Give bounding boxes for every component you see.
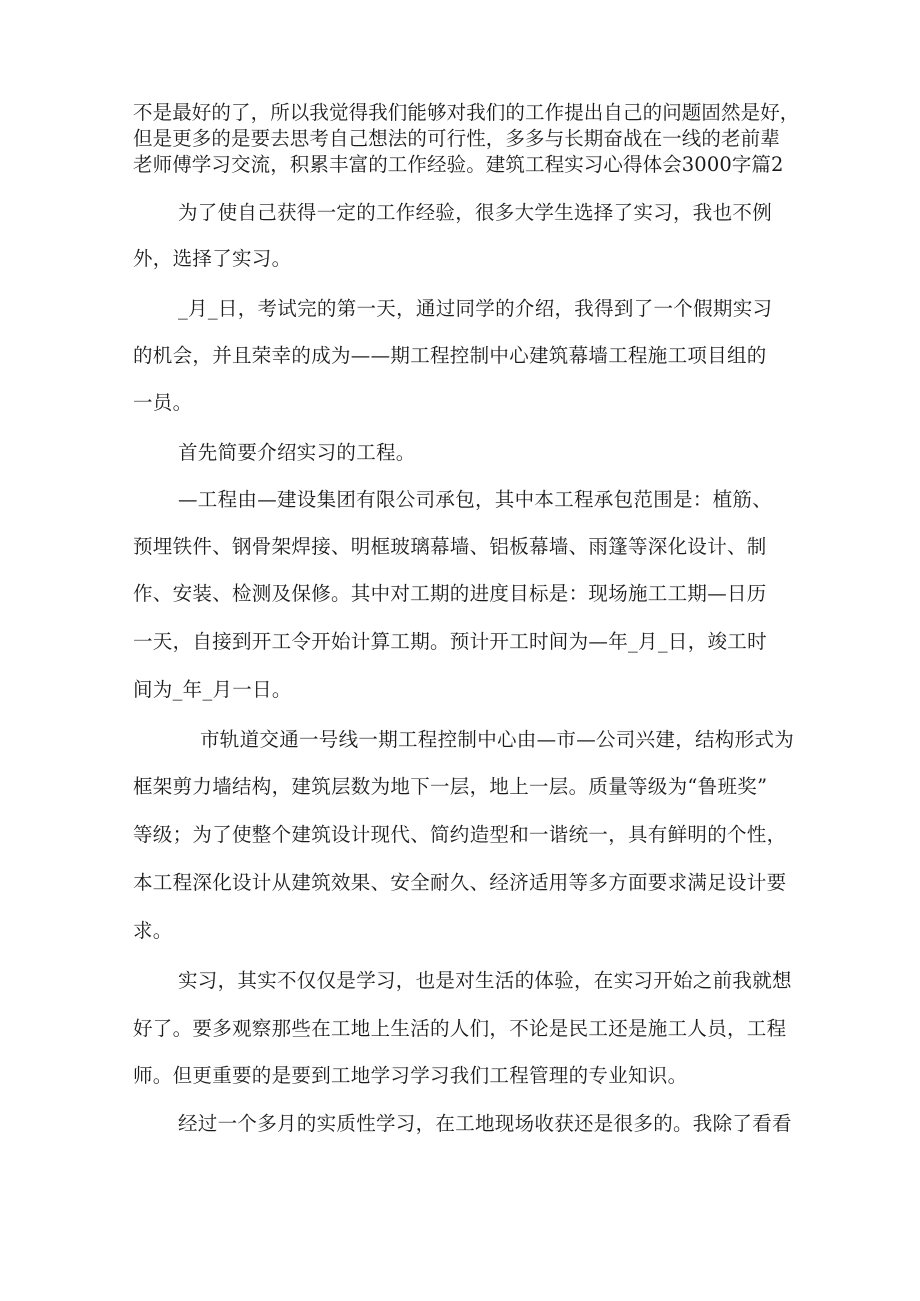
text-line: 经过一个多月的实质性学习，在工地现场收获还是很多的。我除了看看 [178,1112,792,1135]
text-line: 间为_年_月一日。 [133,678,292,701]
text-line: 老师傅学习交流，积累丰富的工作经验。建筑工程实习心得体会3000字篇2 [133,153,784,176]
text-line: 但是更多的是要去思考自己想法的可行性，多多与长期奋战在一线的老前辈 [133,127,780,150]
text-line: 外，选择了实习。 [133,247,292,270]
text-line: 等级；为了使整个建筑设计现代、简约造型和一谐统一，具有鲜明的个性， [133,823,787,846]
text-line: 作、安装、检测及保修。其中对工期的进度目标是：现场施工工期—日历 [133,582,767,605]
text-line: 框架剪力墙结构，建筑层数为地下一层，地上一层。质量等级为“鲁班奖” [133,775,768,798]
text-line: _月_日，考试完的第一天，通过同学的介绍，我得到了一个假期实习 [178,297,773,320]
text-line: 首先简要介绍实习的工程。 [178,441,416,464]
text-line: 市轨道交通一号线一期工程控制中心由—市—公司兴建，结构形式为 [200,728,794,751]
text-line: 预埋铁件、钢骨架焊接、明框玻璃幕墙、铝板幕墙、雨篷等深化设计、制 [133,535,767,558]
text-line: 师。但更重要的是要到工地学习学习我们工程管理的专业知识。 [133,1064,688,1087]
text-line: 一天，自接到开工令开始计算工期。预计开工时间为—年_月_日，竣工时 [133,630,767,653]
text-line: 本工程深化设计从建筑效果、安全耐久、经济适用等多方面要求满足设计要 [133,871,787,894]
text-line: 好了。要多观察那些在工地上生活的人们，不论是民工还是施工人员，工程 [133,1017,787,1040]
text-line: 求。 [133,919,173,942]
text-line: 不是最好的了，所以我觉得我们能够对我们的工作提出自己的问题固然是好， [133,101,800,124]
text-line: 实习，其实不仅仅是学习，也是对生活的体验，在实习开始之前我就想 [178,969,792,992]
text-line: 为了使自己获得一定的工作经验，很多大学生选择了实习，我也不例 [178,201,773,224]
text-line: —工程由—建设集团有限公司承包，其中本工程承包范围是：植筋、 [178,488,773,511]
text-line: 一员。 [133,391,193,414]
text-line: 的机会，并且荣幸的成为——期工程控制中心建筑幕墙工程施工项目组的 [133,344,767,367]
